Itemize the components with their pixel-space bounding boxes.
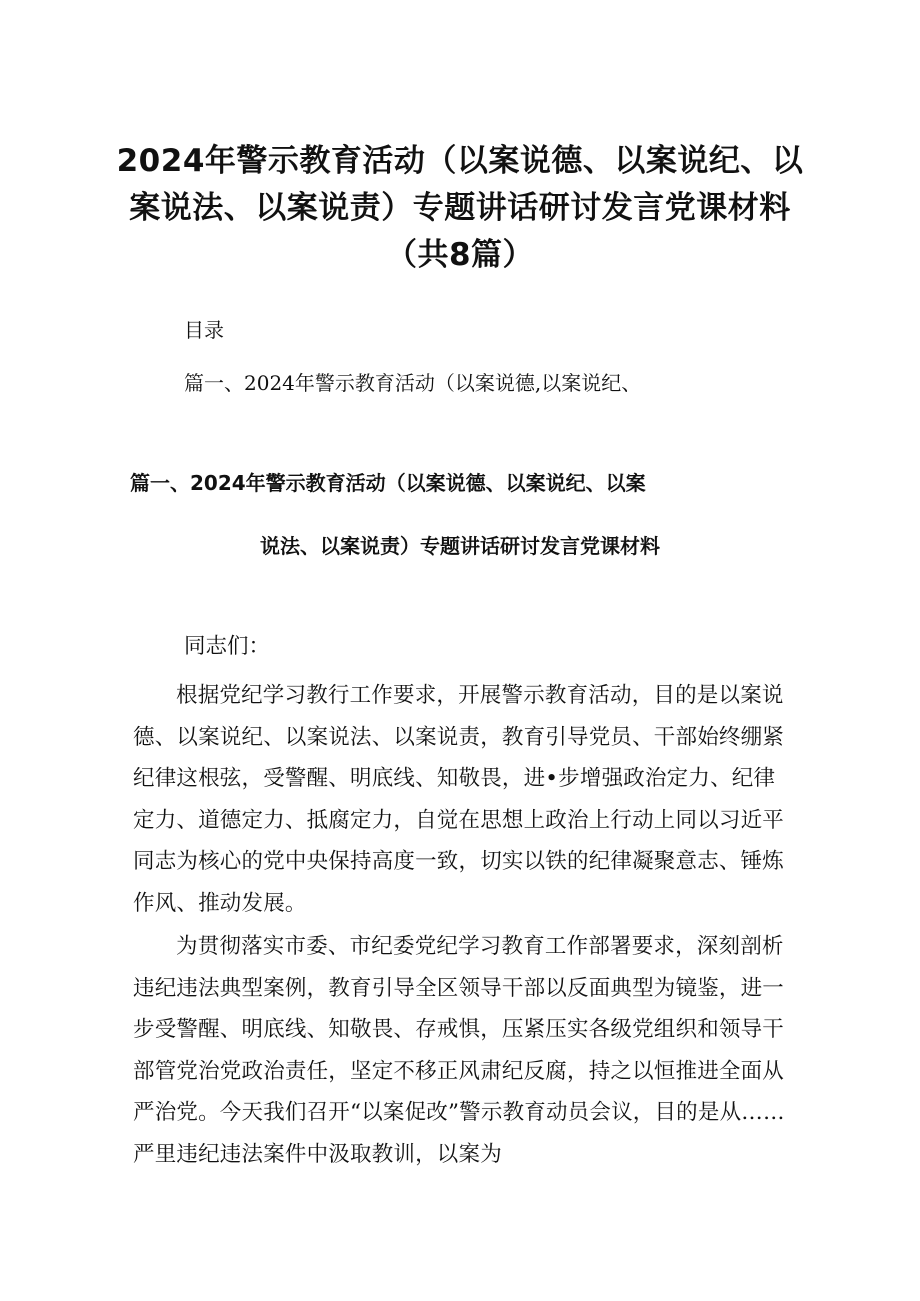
section-title-line-2: 说法、以案说责）专题讲话研讨发言党课材料 (260, 534, 660, 558)
toc-item-1[interactable]: 篇一、2024年警示教育活动（以案说德,以案说纪、 (184, 371, 642, 395)
body-paragraph-2: 为贯彻落实市委、市纪委党纪学习教育工作部署要求，深刻剖析违纪违法典型案例，教育引导全区领导干部以反面典型为镜鉴，进一步受警醒、明底线、知敬畏、存戒惧，压紧压实各级党组织和领导干部管党治党政治责任，坚定不移正风肃纪反腐，持之以恒推进全面从严治党。今天我们召开“以案促改”警示教育动员会议，目的是从……严里违纪违法案件中汲取教训，以案为 (133, 934, 785, 1167)
document-title: 2024年警示教育活动（以案说德、以案说纪、以案说法、以案说责）专题讲话研讨发言党课材料（共8篇） (116, 143, 804, 273)
section-title-line-1: 篇一、2024年警示教育活动（以案说德、以案说纪、以案 (130, 471, 646, 495)
toc-heading: 目录 (184, 318, 224, 342)
body-paragraph-1: 根据党纪学习教行工作要求，开展警示教育活动，目的是以案说德、以案说纪、以案说法、以案说责，教育引导党员、干部始终绷紧纪律这根弦，受警醒、明底线、知敬畏，进•步增强政治定力、纪律定力、道德定力、抵腐定力，自觉在思想上政治上行动上同以习近平同志为核心的党中央保持高度一致，切实以铁的纪律凝聚意志、锤炼作风、推动发展。 (133, 683, 785, 916)
salutation: 同志们： (184, 634, 271, 659)
